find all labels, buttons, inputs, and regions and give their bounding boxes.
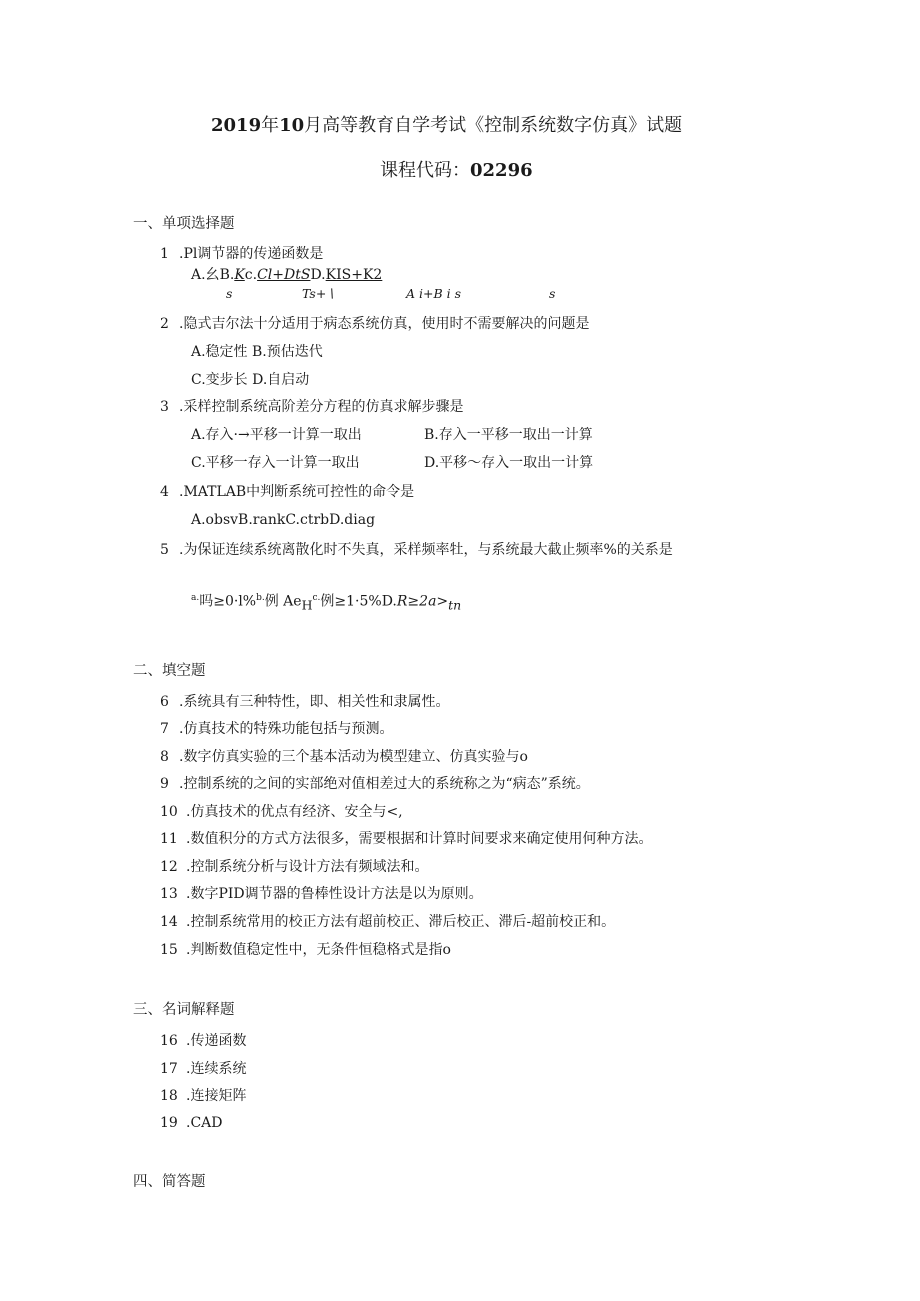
q3-option-d: D.平移～存入一取出一计算 bbox=[424, 455, 594, 471]
q1-number: 1 bbox=[160, 246, 169, 262]
q5-text: .为保证连续系统离散化时不失真，采样频率牡，与系统最大截止频率%的关系是 bbox=[179, 542, 673, 558]
fill-q6-text: .系统具有三种特性，即、相关性和隶属性。 bbox=[179, 694, 450, 710]
q5-number: 5 bbox=[160, 542, 169, 558]
fill-q6-number: 6 bbox=[160, 694, 169, 710]
q1-text: .Pl调节器的传递函数是 bbox=[179, 246, 324, 262]
q1-option-b-k: K bbox=[234, 267, 245, 283]
term-q18-text: .连接矩阵 bbox=[186, 1088, 247, 1104]
q5-sup-c: c. bbox=[312, 593, 321, 603]
fill-q8-text: .数字仿真实验的三个基本活动为模型建立、仿真实验与o bbox=[179, 749, 528, 765]
fill-q8-number: 8 bbox=[160, 749, 169, 765]
fill-q12-number: 12 bbox=[160, 859, 178, 875]
q1-options bbox=[191, 268, 382, 282]
q2-options-line2: C.变步长 D.自启动 bbox=[191, 372, 310, 388]
section-heading-3: 三、名词解释题 bbox=[133, 1002, 235, 1018]
q5-part1: 吗≥0·l% bbox=[199, 593, 257, 610]
title-year-suffix: 年 bbox=[261, 115, 280, 136]
q5-sup-a: a. bbox=[191, 593, 200, 603]
q1-denominator-a: s bbox=[226, 286, 233, 301]
term-q16-text: .传递函数 bbox=[186, 1033, 247, 1049]
fill-q15-number: 15 bbox=[160, 942, 178, 958]
term-q19-text: .CAD bbox=[186, 1115, 223, 1131]
section-heading-1: 一、单项选择题 bbox=[133, 216, 235, 232]
exam-title bbox=[211, 117, 682, 135]
q5-sub-tn: tn bbox=[448, 597, 462, 613]
fill-q7-text: .仿真技术的特殊功能包括与预测。 bbox=[179, 721, 394, 737]
q1-option-b-prefix: B. bbox=[219, 267, 235, 283]
q1-denominator-b: Ts+∖ bbox=[302, 286, 335, 301]
fill-q11-number: 11 bbox=[160, 831, 178, 847]
q4-options: A.obsvB.rankC.ctrbD.diag bbox=[191, 512, 376, 528]
fill-q9-number: 9 bbox=[160, 776, 169, 792]
q3-option-b: B.存入一平移一取出一计算 bbox=[424, 427, 593, 443]
q4-text: .MATLAB中判断系统可控性的命令是 bbox=[179, 484, 415, 500]
title-year: 2019 bbox=[211, 115, 262, 136]
q5-part2: 例 Ae bbox=[264, 593, 302, 610]
q5-sub-h: H bbox=[301, 597, 313, 613]
q1-denominator-d: s bbox=[549, 286, 556, 301]
q2-options-line1: A.稳定性 B.预估迭代 bbox=[191, 344, 323, 360]
fill-q15-text: .判断数值稳定性中，无条件恒稳格式是指o bbox=[186, 942, 451, 958]
term-q18-number: 18 bbox=[160, 1088, 178, 1104]
fill-q9-text: .控制系统的之间的实部绝对值相差过大的系统称之为“病态”系统。 bbox=[179, 776, 590, 792]
term-q17-number: 17 bbox=[160, 1061, 178, 1077]
q3-option-c: C.平移一存入一计算一取出 bbox=[191, 455, 360, 471]
course-code-label: 课程代码： bbox=[380, 160, 470, 181]
q5-part4: R≥2a> bbox=[396, 593, 449, 610]
q2-number: 2 bbox=[160, 316, 169, 332]
q4-number: 4 bbox=[160, 484, 169, 500]
q2-text: .隐式吉尔法十分适用于病态系统仿真，使用时不需要解决的问题是 bbox=[179, 316, 590, 332]
q5-options bbox=[191, 594, 461, 612]
course-code bbox=[380, 162, 533, 180]
fill-q14-text: .控制系统常用的校正方法有超前校正、滞后校正、滞后-超前校正和。 bbox=[186, 914, 616, 930]
q1-option-d-prefix: D. bbox=[310, 267, 326, 283]
q1-option-b-rest: c. bbox=[244, 267, 258, 283]
term-q17-text: .连续系统 bbox=[186, 1061, 247, 1077]
fill-q13-number: 13 bbox=[160, 886, 178, 902]
fill-q11-text: .数值积分的方式方法很多，需要根据和计算时间要求来确定使用何种方法。 bbox=[186, 831, 653, 847]
fill-q10-number: 10 bbox=[160, 804, 178, 820]
section-heading-4: 四、简答题 bbox=[133, 1174, 206, 1190]
fill-q7-number: 7 bbox=[160, 721, 169, 737]
q1-option-a: A.幺 bbox=[191, 267, 220, 283]
term-q19-number: 19 bbox=[160, 1115, 178, 1131]
q3-option-a: A.存入·→平移一计算一取出 bbox=[191, 427, 362, 443]
q1-option-d: KIS+K2 bbox=[325, 267, 383, 283]
term-q16-number: 16 bbox=[160, 1033, 178, 1049]
fill-q14-number: 14 bbox=[160, 914, 178, 930]
q1-denominator-c: A i+B i s bbox=[406, 286, 462, 301]
fill-q10-text: .仿真技术的优点有经济、安全与<, bbox=[186, 804, 403, 820]
course-code-value: 02296 bbox=[470, 160, 533, 181]
q5-sup-b: b. bbox=[256, 593, 265, 603]
fill-q13-text: .数字PID调节器的鲁棒性设计方法是以为原则。 bbox=[186, 886, 483, 902]
q3-number: 3 bbox=[160, 399, 169, 415]
title-rest: 月高等教育自学考试《控制系统数字仿真》试题 bbox=[304, 115, 683, 136]
q3-text: .采样控制系统高阶差分方程的仿真求解步骤是 bbox=[179, 399, 464, 415]
title-month: 10 bbox=[279, 115, 305, 136]
section-heading-2: 二、填空题 bbox=[133, 663, 206, 679]
fill-q12-text: .控制系统分析与设计方法有频域法和。 bbox=[186, 859, 429, 875]
q1-option-c: Cl+DtS bbox=[257, 267, 311, 283]
q5-part3: 例≥1·5%D. bbox=[320, 593, 397, 610]
